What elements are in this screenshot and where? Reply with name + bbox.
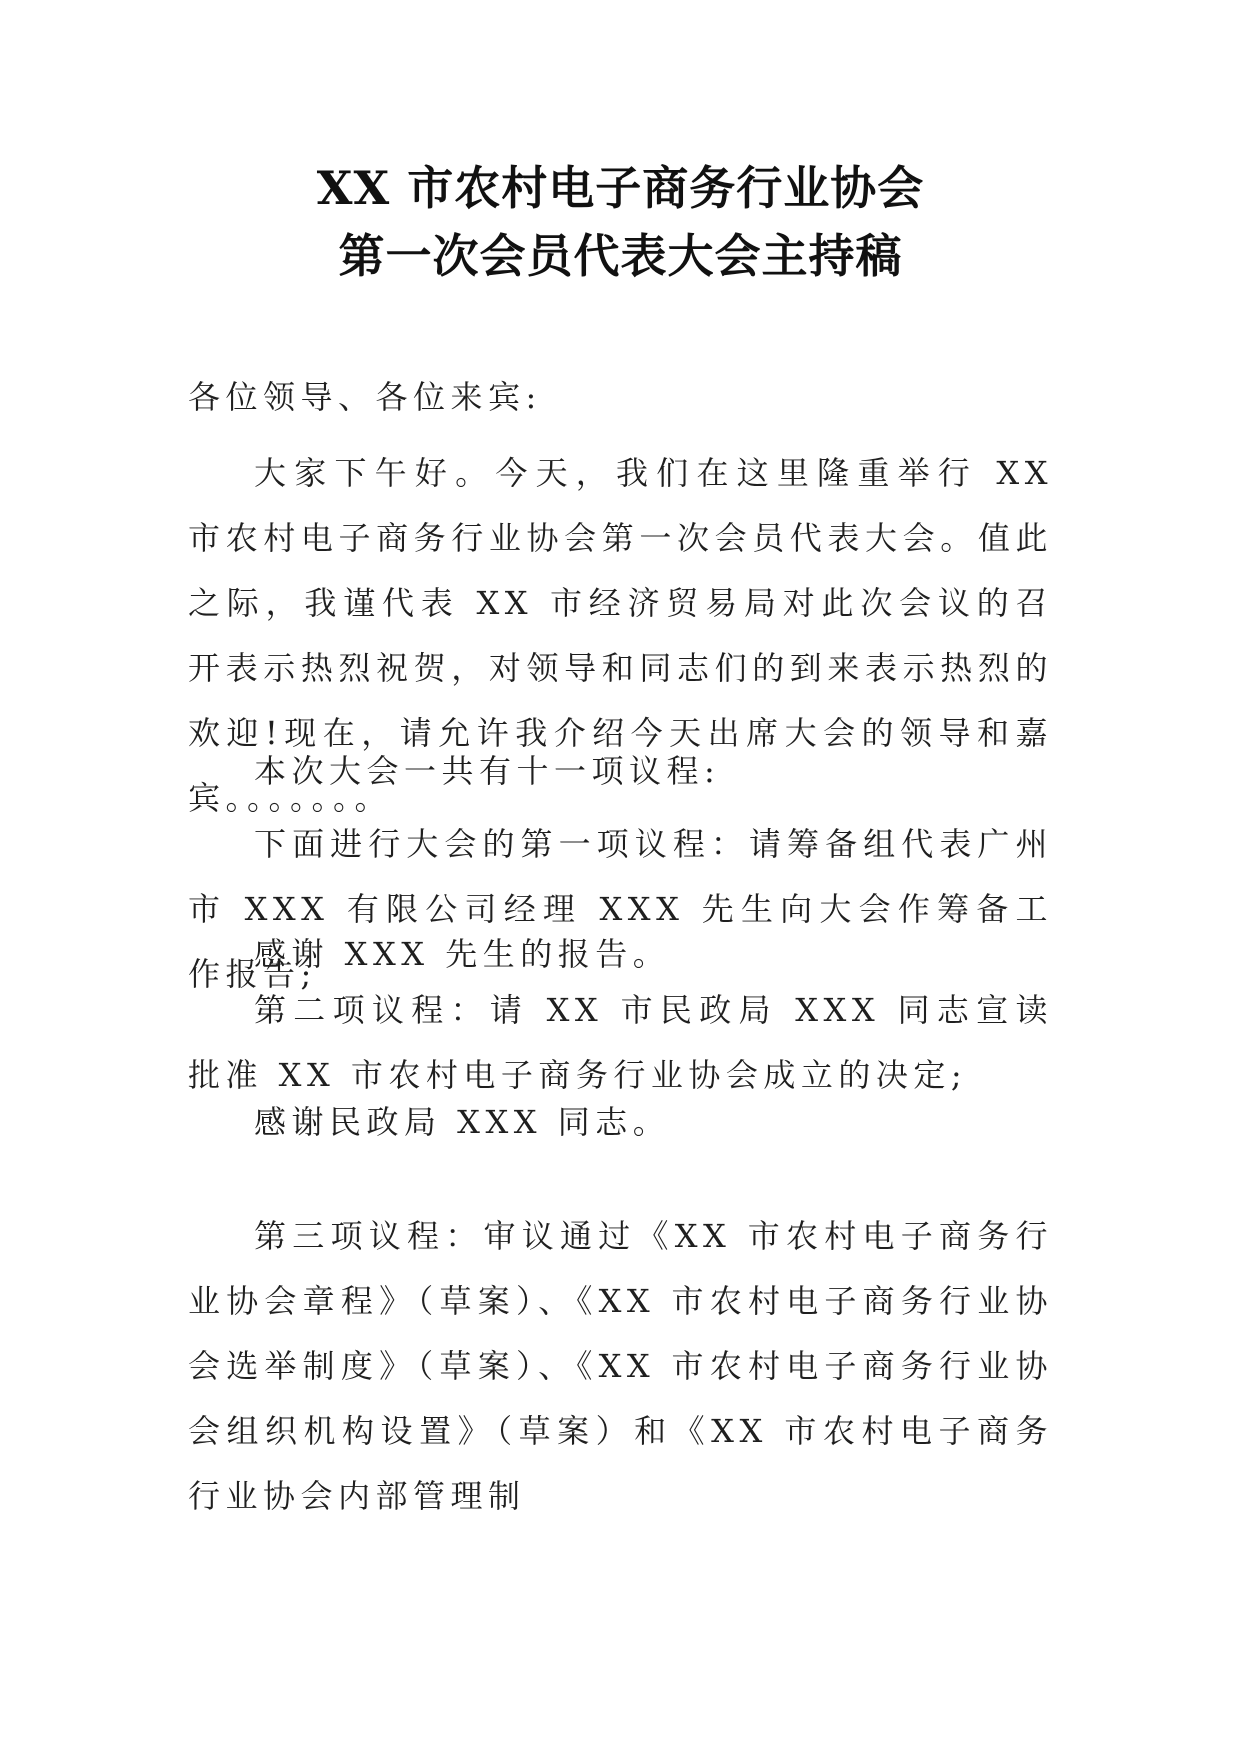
thanks-1-paragraph: 感谢 XXX 先生的报告。	[254, 935, 671, 973]
agenda-item-3-paragraph: 第三项议程：审议通过《XX 市农村电子商务行业协会章程》（草案）、《XX 市农村电子商务行业协会选举制度》（草案）、《XX 市农村电子商务行业协会组织机构设置》（草案）和《XX 市农村电子商务行业协会内部管理制	[188, 1217, 1053, 1515]
document-title-line-2: 第一次会员代表大会主持稿	[338, 229, 903, 283]
salutation: 各位领导、各位来宾:	[188, 378, 542, 416]
thanks-2-paragraph: 感谢民政局 XXX 同志。	[254, 1103, 671, 1141]
opening-paragraph: 大家下午好。今天，我们在这里隆重举行 XX 市农村电子商务行业协会第一次会员代表大会。值此之际，我谨代表 XX 市经济贸易局对此次会议的召开表示热烈祝贺，对领导和同志们的到来表示热烈的欢迎!现在，请允许我介绍今天出席大会的领导和嘉宾。。。。。。。	[188, 454, 1053, 817]
document-title-line-1: XX 市农村电子商务行业协会	[316, 161, 925, 215]
agenda-intro-paragraph: 本次大会一共有十一项议程:	[254, 752, 721, 790]
agenda-item-1-paragraph: 下面进行大会的第一项议程：请筹备组代表广州市 XXX 有限公司经理 XXX 先生向大会作筹备工作报告;	[188, 825, 1053, 993]
agenda-item-2-paragraph: 第二项议程：请 XX 市民政局 XXX 同志宣读批准 XX 市农村电子商务行业协会成立的决定;	[188, 991, 1053, 1094]
